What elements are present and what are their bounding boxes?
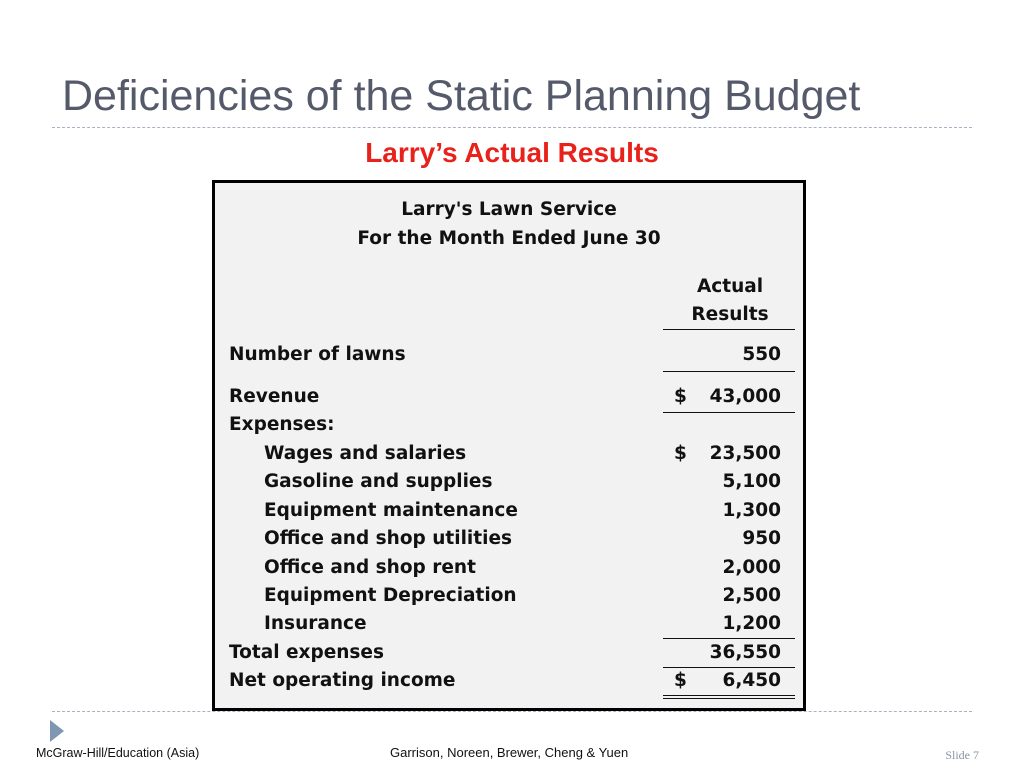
statement-row-utilities: [215, 528, 803, 554]
row-label: Gasoline and supplies: [264, 471, 493, 492]
row-currency: $: [674, 443, 687, 464]
row-label: Insurance: [264, 613, 367, 634]
statement-row-insurance: [215, 613, 803, 639]
row-value: 36,550: [709, 642, 781, 663]
statement-row-gasoline: [215, 471, 803, 497]
row-value: 43,000: [709, 386, 781, 407]
lawns-underline: [663, 371, 795, 372]
row-value: 1,300: [722, 500, 781, 521]
row-value: 2,500: [722, 585, 781, 606]
statement-row-depreciation: [215, 585, 803, 611]
statement-company: Larry's Lawn Service: [401, 199, 617, 220]
insurance-underline: [663, 638, 795, 639]
income-statement: [212, 180, 806, 711]
footer-publisher: McGraw-Hill/Education (Asia): [36, 746, 200, 760]
column-header-line-2: Results: [691, 304, 769, 325]
row-label: Office and shop utilities: [264, 528, 513, 549]
footer-divider: [52, 711, 972, 712]
row-value: 6,450: [722, 670, 781, 691]
row-value: 950: [742, 528, 781, 549]
row-label: Equipment Depreciation: [264, 585, 517, 606]
total-underline: [663, 667, 795, 668]
row-value: 550: [742, 344, 781, 365]
column-header-line-1: Actual: [696, 276, 764, 297]
statement-row-net-income: [215, 670, 803, 696]
row-label: Revenue: [229, 386, 320, 407]
statement-row-expenses-heading: [215, 414, 803, 440]
statement-period: For the Month Ended June 30: [357, 228, 661, 249]
play-icon: [50, 720, 64, 742]
row-label: Wages and salaries: [264, 443, 467, 464]
statement-row-wages: [215, 443, 803, 469]
row-label: Equipment maintenance: [264, 500, 518, 521]
footer-authors: Garrison, Noreen, Brewer, Cheng & Yuen: [390, 745, 629, 760]
title-divider: [52, 127, 972, 128]
statement-row-revenue: [215, 386, 803, 412]
revenue-underline: [663, 412, 795, 413]
slide-number: Slide 7: [945, 748, 979, 762]
row-value: 5,100: [722, 471, 781, 492]
statement-row-total-expenses: [215, 642, 803, 668]
row-value: 2,000: [722, 557, 781, 578]
row-label: Total expenses: [229, 642, 384, 663]
header-underline: [663, 329, 795, 330]
row-value: 23,500: [709, 443, 781, 464]
row-label: Net operating income: [229, 670, 456, 691]
row-currency: $: [674, 386, 687, 407]
statement-row-maintenance: [215, 500, 803, 526]
row-currency: $: [674, 670, 687, 691]
statement-row-rent: [215, 557, 803, 583]
row-label: Expenses:: [229, 414, 335, 435]
net-income-double-underline: [663, 695, 795, 699]
row-value: 1,200: [722, 613, 781, 634]
slide-title: Deficiencies of the Static Planning Budget: [62, 72, 861, 120]
row-label: Office and shop rent: [264, 557, 476, 578]
row-label: Number of lawns: [229, 344, 406, 365]
statement-row-lawns: [215, 344, 803, 370]
slide-subtitle: Larry’s Actual Results: [365, 137, 659, 168]
